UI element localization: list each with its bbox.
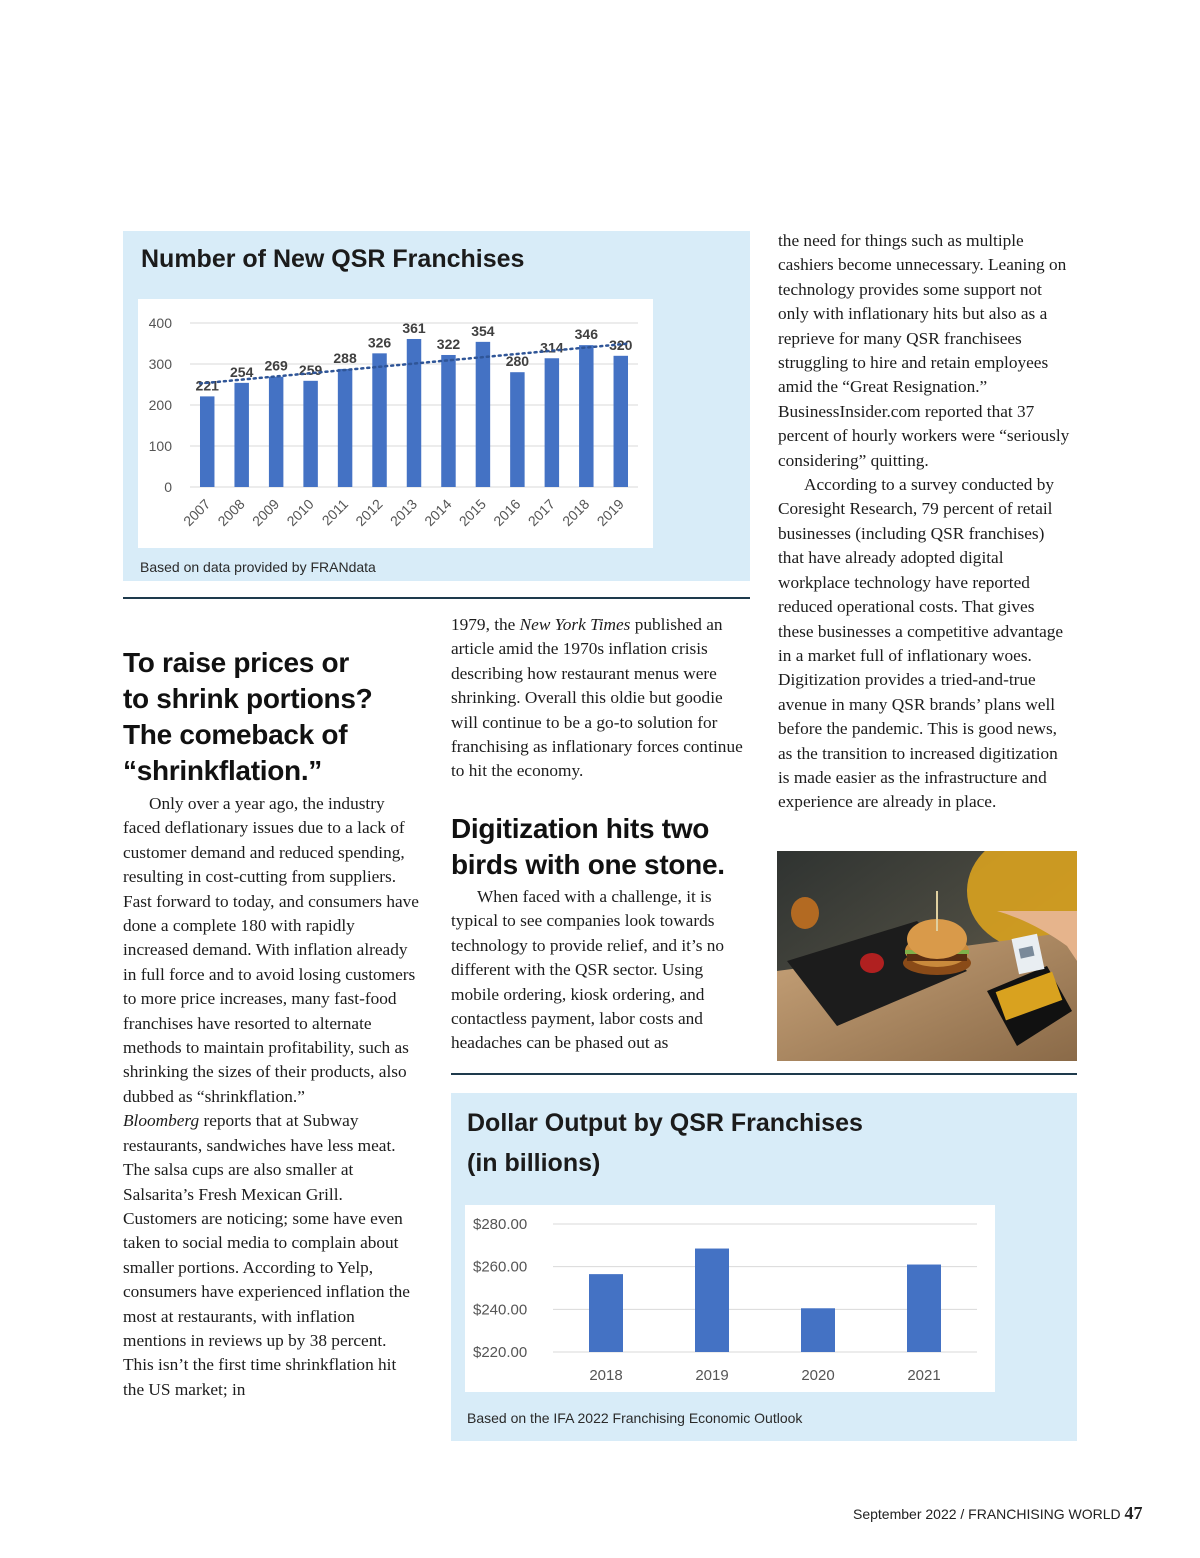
footer-text: September 2022 / FRANCHISING WORLD (853, 1506, 1121, 1522)
divider-right (451, 1073, 1077, 1075)
chart1-data-label: 221 (195, 377, 219, 394)
section1-paragraph-1b (123, 1109, 419, 1402)
chart1-title: Number of New QSR Franchises (141, 245, 525, 273)
chart1-box (123, 231, 750, 581)
chart2-panel (465, 1205, 995, 1392)
chart1-x-tick: 2013 (386, 495, 421, 530)
chart2-box (451, 1093, 1077, 1441)
chart2-y-tick: $220.00 (473, 1344, 528, 1361)
chart1-x-tick: 2019 (593, 495, 627, 530)
payment-photo-illustration (777, 851, 1077, 1061)
chart1-data-label: 314 (540, 339, 564, 356)
chart1-bar (545, 358, 559, 487)
chart1-bar (200, 396, 214, 487)
column-2b-text (451, 885, 743, 1056)
section1-heading-line: “shrinkflation.” (123, 755, 322, 786)
chart1-bar (441, 355, 455, 487)
chart1-bar (303, 381, 317, 487)
chart2-bar (695, 1249, 729, 1352)
chart1-data-label: 269 (264, 357, 288, 374)
chart2-x-tick: 2019 (695, 1367, 729, 1384)
chart1-data-label: 322 (436, 335, 461, 352)
section1-heading (123, 645, 443, 789)
chart1-source: Based on data provided by FRANdata (140, 559, 376, 575)
section2-paragraph-1-cont: the need for things such as multiple cashiers become unnecessary. Leaning on technology provides some support not only with inflationary hits but also as a reprieve for many QSR franchisees struggling to hire and retain employees amid the “Great Resignation.” BusinessInsider.com reported that 37 percent of hourly workers were “seriously considering” quitting. (778, 231, 1070, 470)
chart1-data-label: 288 (333, 349, 357, 366)
section2-heading-line: birds with one stone. (451, 849, 725, 880)
chart2-x-tick: 2018 (589, 1367, 623, 1384)
chart1-x-tick: 2018 (559, 495, 593, 530)
chart2-y-tick: $280.00 (473, 1216, 528, 1233)
chart1-x-tick: 2014 (421, 495, 455, 530)
chart1-bar (338, 369, 352, 487)
chart1-x-tick: 2009 (248, 495, 283, 530)
chart1-x-tick: 2016 (490, 495, 524, 530)
p2-rest: published an article amid the 1970s inflation crisis describing how restaurant menus were shrinking. Overall this oldie but goodie will continue to be a go-to solution for franchising as inflationary forces continue to hit the economy. (451, 615, 743, 781)
section1-heading-line: to shrink portions? (123, 683, 373, 714)
chart1-data-label: 254 (230, 363, 254, 380)
chart1-bar (476, 342, 490, 487)
chart1-data-label: 280 (505, 353, 530, 370)
chart1-bar (407, 339, 421, 487)
chart2-title-line1: Dollar Output by QSR Franchises (467, 1109, 863, 1137)
chart2-svg (465, 1205, 995, 1392)
bloomberg-italic: Bloomberg (123, 1111, 200, 1131)
chart2-x-tick: 2021 (907, 1367, 941, 1384)
nyt-italic: New York Times (519, 615, 631, 634)
section1-paragraph-1b-text: reports that at Subway restaurants, sandwiches have less meat. The salsa cups are also smaller at Salsarita’s Fresh Mexican Grill. Customers are noticing; some have even taken to social media to complain about smaller portions. According to Yelp, consumers have experienced inflation the most at restaurants, with inflation mentions in reviews up by 38 percent. This isn’t the first time shrinkflation hit the US market; in (123, 1111, 410, 1399)
chart1-y-tick: 0 (164, 479, 172, 495)
chart1-y-tick: 300 (148, 356, 172, 372)
chart1-x-tick: 2011 (318, 495, 352, 529)
chart2-x-tick: 2020 (801, 1367, 835, 1384)
chart1-data-label: 326 (367, 334, 392, 351)
chart1-svg (138, 299, 653, 548)
chart1-bar (614, 356, 628, 487)
section1-heading-line: To raise prices or (123, 647, 349, 678)
chart1-bar (234, 383, 248, 487)
chart1-panel (138, 299, 653, 548)
chart1-x-tick: 2015 (455, 495, 490, 530)
chart2-bar (801, 1308, 835, 1352)
chart1-bar (510, 372, 524, 487)
chart1-bar (269, 377, 283, 487)
chart1-y-tick: 200 (148, 397, 172, 413)
p2-start: 1979, the (451, 615, 520, 634)
column-1-text (123, 792, 419, 1402)
section1-paragraph-1: Only over a year ago, the industry faced deflationary issues due to a lack of customer demand and reduced spending, resulting in cost-cutting from suppliers. Fast forward to today, and consumers have done a complete 180 with rapidly increased demand. With inflation already in full force and to avoid losing customers to more price increases, many fast-food franchises have resorted to alternate methods to maintain profitability, such as shrinking the sizes of their products, also dubbed as “shrinkflation.” (123, 794, 419, 1106)
section2-heading (451, 811, 751, 883)
chart1-bar (372, 353, 386, 487)
chart1-x-tick: 2012 (352, 495, 386, 530)
chart2-y-tick: $260.00 (473, 1258, 528, 1276)
chart1-x-tick: 2017 (524, 495, 558, 530)
chart2-y-tick: $240.00 (473, 1301, 528, 1319)
chart1-x-tick: 2010 (283, 495, 317, 530)
chart1-data-label: 346 (574, 326, 598, 343)
payment-photo (777, 851, 1077, 1061)
chart1-x-tick: 2008 (214, 495, 248, 530)
chart1-y-tick: 400 (148, 315, 172, 331)
chart1-y-tick: 100 (148, 438, 172, 454)
chart1-x-tick: 2007 (180, 495, 214, 530)
page-number: 47 (1124, 1503, 1143, 1523)
page-footer (853, 1503, 1143, 1524)
chart2-bar (907, 1265, 941, 1352)
column-3-text (778, 229, 1070, 815)
section2-paragraph-1: When faced with a challenge, it is typical to see companies look towards technology to provide relief, and it’s no different with the QSR sector. Using mobile ordering, kiosk ordering, and contactless payment, labor costs and headaches can be phased out as (451, 887, 725, 1053)
chart2-title (467, 1103, 863, 1183)
section1-heading-line: The comeback of (123, 719, 348, 750)
column-2-text (451, 613, 743, 784)
section2-paragraph-2: According to a survey conducted by Coresight Research, 79 percent of retail businesses (including QSR franchises) that have already adopted digital workplace technology have reported reduced operational costs. That gives these businesses a competitive advantage in a market full of inflationary woes. Digitization provides a tried-and-true avenue in many QSR brands’ plans well before the pandemic. This is good news, as the transition to increased digitization is made easier as the infrastructure and experience are already in place. (778, 475, 1064, 812)
chart2-bar (589, 1274, 623, 1352)
chart1-bar (579, 345, 593, 487)
divider-left (123, 597, 750, 599)
chart2-source: Based on the IFA 2022 Franchising Economic Outlook (467, 1410, 803, 1426)
chart1-data-label: 361 (402, 319, 426, 336)
chart1-data-label: 320 (609, 336, 633, 353)
section2-heading-line: Digitization hits two (451, 813, 710, 844)
chart2-title-line2: (in billions) (467, 1149, 601, 1177)
chart1-data-label: 354 (471, 322, 495, 339)
section1-paragraph-2 (451, 613, 743, 784)
chart1-data-label: 259 (298, 361, 323, 378)
